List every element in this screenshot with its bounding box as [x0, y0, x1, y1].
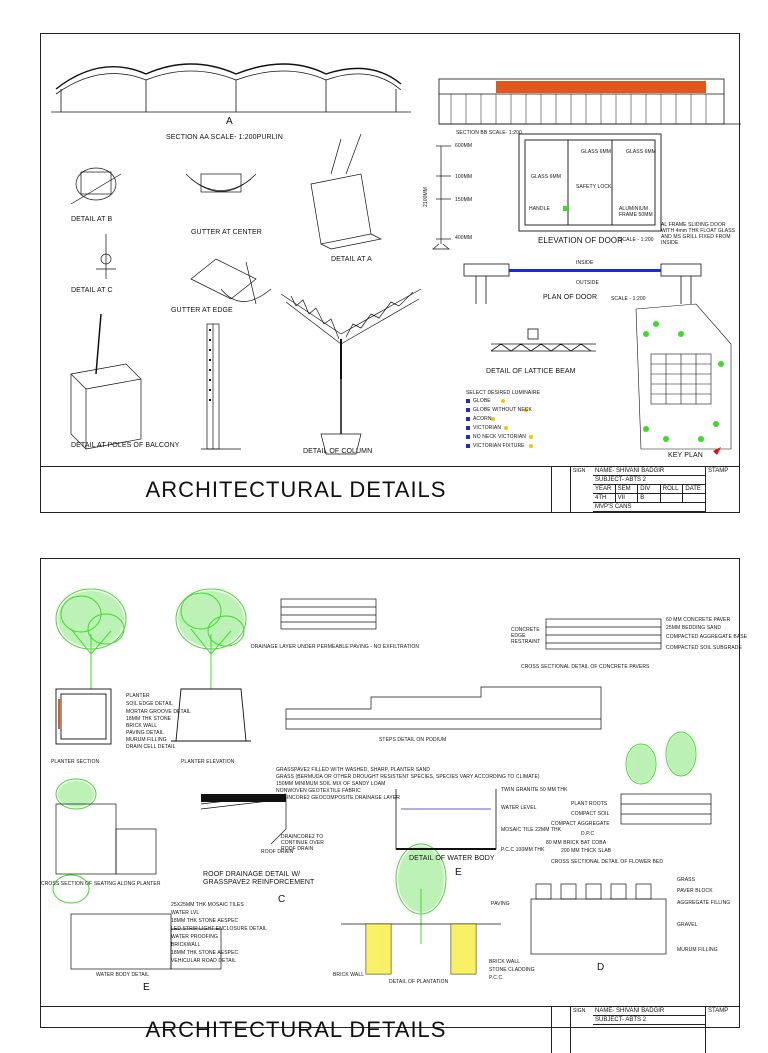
luminaire-5[interactable]: NO NECK VICTORIAN [473, 434, 527, 440]
stone-label: 18MM THK STONE [126, 716, 172, 722]
soil-subgrade-label: COMPACTED SOIL SUBGRADE [666, 645, 742, 651]
outside-label: OUTSIDE [576, 280, 599, 286]
luminaire-header: SELECT DESIRED LUMINAIRE [466, 390, 540, 396]
section-bb-label: SECTION BB SCALE- 1:200 [456, 130, 522, 136]
title-block-1 [41, 466, 739, 513]
marker-d: D [597, 962, 605, 973]
thick-slab-label: 200 MM THICK SLAB [561, 848, 612, 854]
murum2-label: MURUM FILLING [677, 947, 718, 953]
val-sem: VII [616, 494, 639, 502]
concrete-pavers-label: CROSS SECTIONAL DETAIL OF CONCRETE PAVERS [521, 664, 650, 670]
handle-label: HANDLE [529, 206, 550, 212]
paving-label: PAVING DETAIL [126, 730, 164, 736]
title-gap [552, 467, 571, 513]
student-name: NAME- SHIVANI BADGIR [595, 468, 665, 474]
twin-granite-label: TWIN GRANITE 50 MM THK [501, 787, 568, 793]
title-block-2 [41, 1006, 739, 1053]
detail-b-label: DETAIL AT B [71, 216, 113, 223]
luminaire-4[interactable]: VICTORIAN [473, 425, 502, 431]
stone-cladding-label: STONE CLADDING [489, 967, 535, 973]
college: MVP'S CANS [595, 504, 632, 510]
mosaic2-label: 25X25MM THK MOSAIC TILES [171, 902, 244, 908]
student-info-2 [593, 1007, 706, 1053]
pcc2-label: P.C.C. [489, 975, 504, 981]
brick-wall3-label: BRICK WALL [489, 959, 521, 965]
water-body-detail2-label: WATER BODY DETAIL [96, 972, 150, 978]
pcc-label: P.C.C 100MM THK [501, 847, 545, 853]
vehicular-label: VEHICULAR ROAD DETAIL [171, 958, 237, 964]
roof-drain-label: ROOF DRAIN [261, 849, 294, 855]
drawing-sheet-2 [40, 558, 748, 1042]
compact-soil-label: COMPACT SOIL [571, 811, 610, 817]
paving2-label: PAVING [491, 901, 510, 907]
door-note: AL FRAME SLIDING DOOR WITH 4mm THK FLOAT GLASS AND MS GRILL FIXED FROM INSIDE. [661, 222, 736, 246]
paver-60-label: 60 MM CONCRETE PAVER [666, 617, 731, 623]
inside-label: INSIDE [576, 260, 594, 266]
brick-bat-label: 80 MM BRICK BAT COBA [546, 840, 607, 846]
val-year: 4TH [593, 494, 616, 502]
handle-marker [563, 206, 568, 211]
grass-note-label: GRASS (BERMUDA OR OTHER DROUGHT RESISTENT SPECIES, SPECIES VARY ACCORDING TO CLIMATE) [276, 774, 540, 780]
sign-label-2: SIGN [573, 1008, 586, 1014]
water-level-label: WATER LEVEL [501, 805, 537, 811]
marker-e2: E [143, 982, 150, 993]
gutter-center-label: GUTTER AT CENTER [191, 229, 262, 236]
seating-section-label: CROSS SECTION OF SEATING ALONG PLANTER [41, 881, 161, 887]
section-aa-label: SECTION AA SCALE- 1:200PURLIN [166, 134, 283, 141]
drain-cell-label: DRAIN CELL DETAIL [126, 744, 176, 750]
concrete-edge-label: CONCRETE EDGE RESTRAINT [511, 627, 541, 645]
dim-600: 600MM [455, 143, 473, 149]
sheet1-linework [41, 34, 741, 464]
elevation-door-label: ELEVATION OF DOOR [538, 236, 623, 245]
val-date [683, 494, 705, 502]
glass-b: GLASS 6MM [581, 149, 612, 155]
dim-150: 150MM [455, 197, 473, 203]
dim-100: 100MM [455, 174, 473, 180]
agg-filling-label: AGGREGATE FILLING [677, 900, 731, 906]
brick-wall-label: BRICK WALL [126, 723, 158, 729]
gutter-edge-label: GUTTER AT EDGE [171, 307, 233, 314]
luminaire-1[interactable]: GLOBE [473, 398, 491, 404]
plant-roots-label: PLANT ROOTS [571, 801, 608, 807]
gravel-label: GRAVEL [677, 922, 698, 928]
grasspave-layer [201, 794, 286, 802]
student-info [593, 467, 706, 513]
draincore-note-label: DRAINCORE2 TO CONTINUE OVER ROOF DRAIN [281, 834, 324, 852]
planter-elevation-label: PLANTER ELEVATION [181, 759, 235, 765]
drainage-layer-label: DRAINAGE LAYER UNDER PERMEABLE PAVING - NO EXFILTRATION [251, 644, 420, 650]
steps-detail-label: STEPS DETAIL ON PODIUM [379, 737, 447, 743]
val-div: B [638, 494, 661, 502]
water-body-detail-label: DETAIL OF WATER BODY [409, 855, 495, 862]
sandy-loam-label: 150MM MINIMUM SOIL MIX OF SANDY LOAM [276, 781, 386, 787]
dim-400: 400MM [455, 235, 473, 241]
roof-band [496, 81, 706, 93]
compact-agg-label: COMPACT AGGREGATE [551, 821, 610, 827]
subject-2: SUBJECT- ABTS 2 [595, 1017, 647, 1023]
hdr-div: DIV [638, 485, 661, 493]
draincore-label: DRAINCORE2 GEOCOMPOSITE DRAINAGE LAYER [276, 795, 401, 801]
student-name-2: NAME- SHIVANI BADGIR [595, 1008, 665, 1014]
detail-column-label: DETAIL OF COLUMN [303, 448, 373, 455]
led-label: LED STRIP LIGHT ENCLOSURE DETAIL [171, 926, 268, 932]
murum-label: MURUM FILLING [126, 737, 167, 743]
hdr-date: DATE [685, 486, 701, 492]
lattice-beam-label: DETAIL OF LATTICE BEAM [486, 368, 576, 375]
key-plan-label: KEY PLAN [668, 452, 703, 459]
marker-c: C [278, 894, 286, 905]
paver-block-label: PAVER BLOCK [677, 888, 713, 894]
door-glass [509, 269, 661, 272]
soil-edge-label: SOIL EDGE DETAIL [126, 701, 173, 707]
detail-poles-label: DETAIL AT POLES OF BALCONY [71, 442, 180, 449]
plan-door-label: PLAN OF DOOR [543, 294, 598, 301]
grass-label: GRASS [677, 877, 696, 883]
safety-lock: SAFETY LOCK [576, 184, 612, 190]
dim-2100: 2100MM [423, 186, 430, 208]
bedding-sand-label: 25MM BEDDING SAND [666, 625, 722, 631]
stone-ae-label: 18MM THK STONE AESPEC [171, 918, 239, 924]
sign-label: SIGN [573, 468, 586, 474]
title-gap-2 [552, 1007, 571, 1053]
roof-drainage-label: ROOF DRAINAGE DETAIL W/ GRASSPAVE2 REINFORCEMENT [203, 871, 315, 886]
waterproofing-label: WATER PROOFING [171, 934, 218, 940]
planter-label: PLANTER [126, 693, 150, 699]
hdr-year: YEAR [593, 485, 616, 493]
flower-bed-label: CROSS SECTIONAL DETAIL OF FLOWER BED [551, 859, 664, 865]
detail-a-label: DETAIL AT A [331, 256, 372, 263]
mosaic-label: MOSAIC TILE 22MM THK [501, 827, 562, 833]
val-roll [661, 494, 684, 502]
agg-base-label: COMPACTED AGGREGATE BASE [666, 634, 748, 640]
stamp-label: STAMP [708, 468, 729, 474]
planter-section-label: PLANTER SECTION [51, 759, 100, 765]
luminaire-6[interactable]: VICTORIAN FIXTURE [473, 443, 525, 449]
dpc-label: D.P.C [581, 831, 595, 837]
sheet2-title: ARCHITECTURAL DETAILS [41, 1007, 552, 1053]
section-marker-a: A [226, 116, 233, 127]
elevation-scale: SCALE - 1:200 [619, 237, 654, 243]
sheet1-drawing [41, 34, 741, 464]
aluminium-label: ALUMINIUM FRAME 50MM [619, 206, 653, 218]
sheet1-title: ARCHITECTURAL DETAILS [41, 467, 552, 513]
subject: SUBJECT- ABTS 2 [595, 477, 647, 483]
brickwall-label: BRICKWALL [171, 942, 201, 948]
luminaire-3[interactable]: ACORN [473, 416, 492, 422]
hdr-sem: SEM [616, 485, 639, 493]
geotextile-label: NONWOVEN GEOTEXTILE FABRIC [276, 788, 361, 794]
brick-wall2-label: BRICK WALL [333, 972, 365, 978]
plantation-label: DETAIL OF PLANTATION [389, 979, 449, 985]
mortar-label: MORTAR GROOVE DETAIL [126, 709, 192, 715]
grasspave-label: GRASSPAVE2 FILLED WITH WASHED, SHARP, PLANTER SAND [276, 767, 431, 773]
hdr-roll: ROLL [661, 485, 684, 493]
luminaire-2[interactable]: GLOBE WITHOUT NECK [473, 407, 532, 413]
glass-c: GLASS 6MM [626, 149, 657, 155]
plan-scale: SCALE - 1:200 [611, 296, 646, 302]
drawing-sheet-1 [40, 33, 740, 513]
stamp-label-2: STAMP [708, 1008, 729, 1014]
marker-e: E [455, 867, 462, 878]
glass-a: GLASS 6MM [531, 174, 562, 180]
stone-ae2-label: 18MM THK STONE AESPEC [171, 950, 239, 956]
detail-c-label: DETAIL AT C [71, 287, 113, 294]
water-lvl-label: WATER LVL [171, 910, 200, 916]
